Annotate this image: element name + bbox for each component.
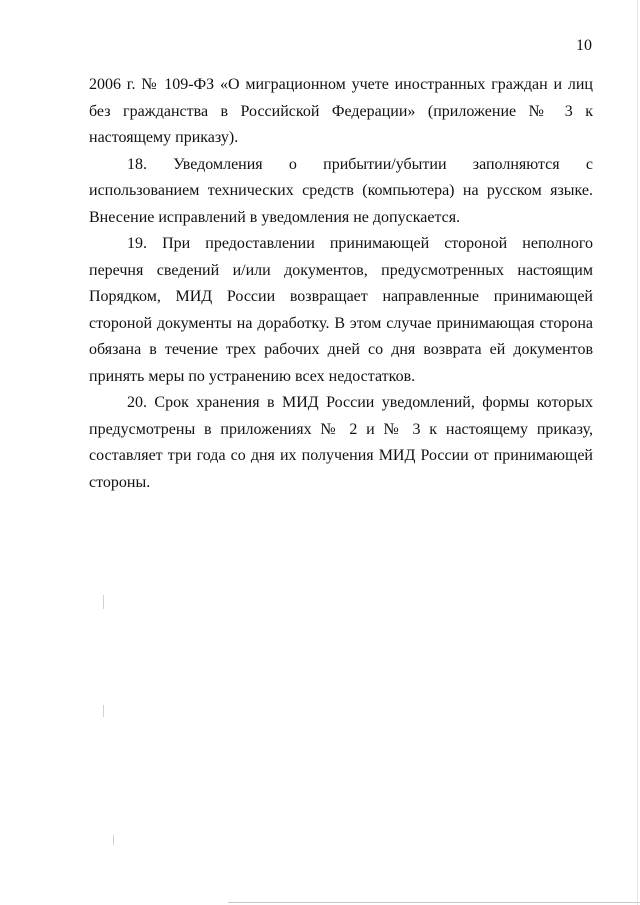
- paragraph-20: 20. Срок хранения в МИД России уведомлений, формы которых предусмотрены в приложениях № 2 и № 3 к настоящему приказу, составляет три года со дня их получения МИД России от принимающей стороны.: [89, 394, 593, 491]
- scan-artifact: [103, 595, 104, 609]
- paragraph-19: 19. При предоставлении принимающей стороной неполного перечня сведений и/или документов, предусмотренных настоящим Порядком, МИД России возвращает направленные принимающей стороной документы на доработку. В этом случае принимающая сторона обязана в течение трех рабочих дней со дня возврата ей документов принять меры по устранению всех недостатков.: [89, 235, 593, 385]
- paragraph-continuation: 2006 г. № 109-ФЗ «О миграционном учете иностранных граждан и лиц без гражданства в Российской Федерации» (приложение № 3 к настоящему приказу).: [89, 76, 593, 146]
- document-body: [89, 72, 593, 496]
- page-number: 10: [576, 37, 592, 54]
- page-bottom-edge: [228, 902, 640, 903]
- paragraph-18: 18. Уведомления о прибытии/убытии заполняются с использованием технических средств (компьютера) на русском языке. Внесение исправлений в уведомления не допускается.: [89, 155, 593, 226]
- scan-artifact: [113, 835, 114, 845]
- scan-artifact: [103, 705, 104, 717]
- page-right-edge: [637, 0, 638, 905]
